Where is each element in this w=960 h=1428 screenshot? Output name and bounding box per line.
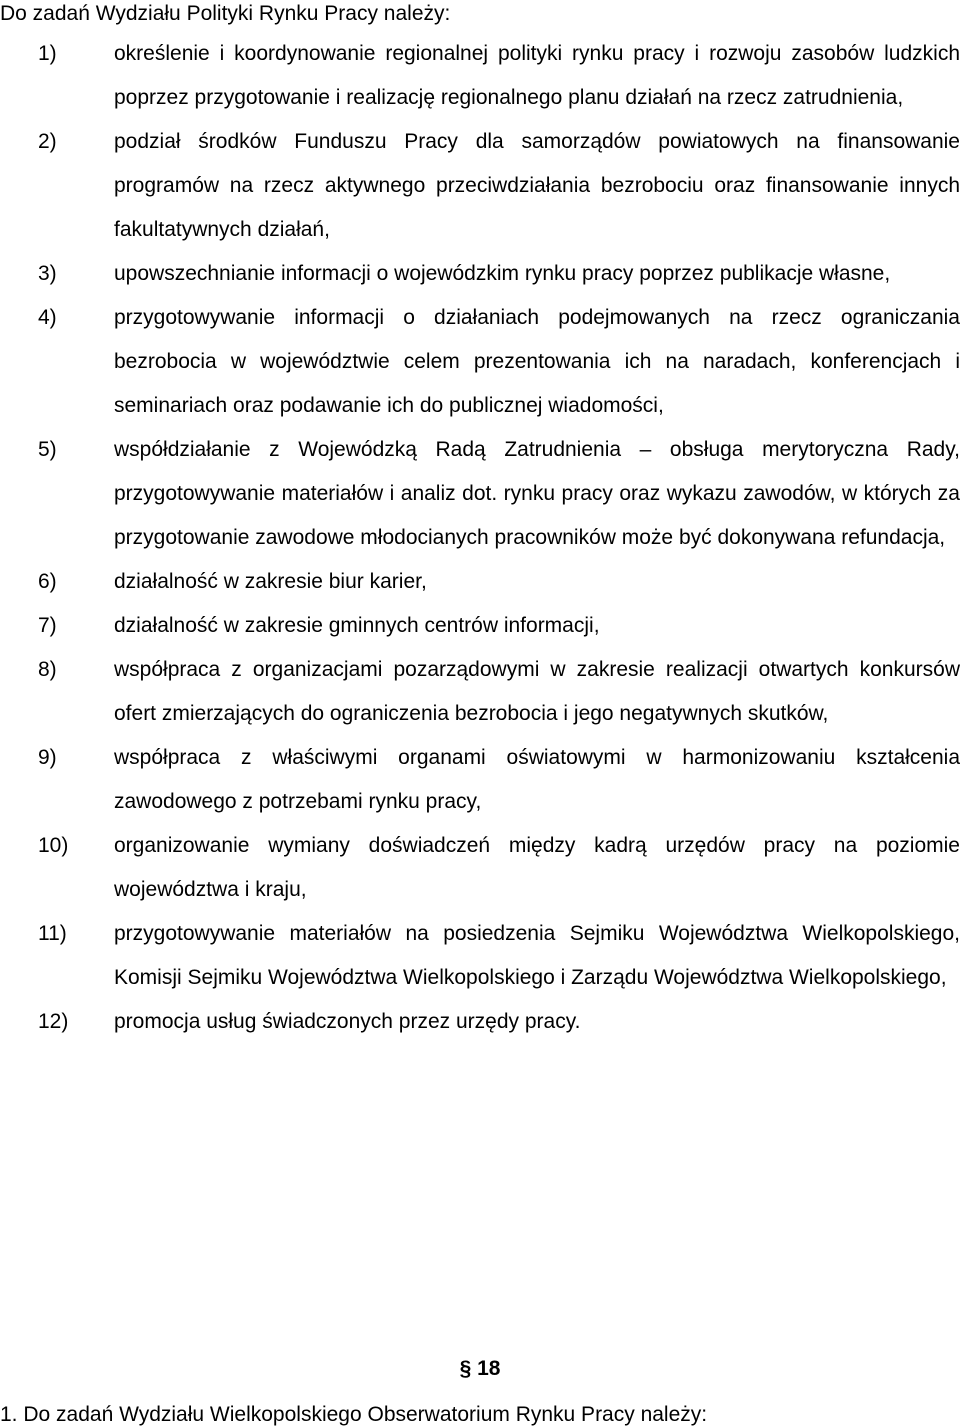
list-item [0,824,960,912]
section-heading: § 18 [459,1357,501,1380]
list-item-number: 7) [38,614,57,637]
intro-sentence: Do zadań Wydziału Polityki Rynku Pracy należy: [0,2,451,25]
list-item-text: działalność w zakresie gminnych centrów informacji, [114,614,600,637]
list-item-text: współpraca z organizacjami pozarządowymi w zakresie realizacji otwartych konkursów ofert zmierzających do ograniczenia bezrobocia i jego negatywnych skutków, [114,658,960,725]
list-item-number: 4) [38,306,57,329]
list-item [0,252,960,296]
list-item [0,1000,960,1044]
list-item-number: 2) [38,130,57,153]
list-item-text: działalność w zakresie biur karier, [114,570,427,593]
next-paragraph: 1. Do zadań Wydziału Wielkopolskiego Obserwatorium Rynku Pracy należy: [0,1403,708,1426]
list-item-text: podział środków Funduszu Pracy dla samorządów powiatowych na finansowanie programów na rzecz aktywnego przeciwdziałania bezrobociu oraz finansowanie innych fakultatywnych działań, [114,130,960,241]
list-item [0,560,960,604]
list-item-text: współdziałanie z Wojewódzką Radą Zatrudnienia – obsługa merytoryczna Rady, przygotowywanie materiałów i analiz dot. rynku pracy oraz wykazu zawodów, w których za przygotowanie zawodowe młodocianych pracowników może być dokonywana refundacja, [114,438,960,549]
list-item-text: organizowanie wymiany doświadczeń między kadrą urzędów pracy na poziomie województwa i kraju, [114,834,960,901]
list-item-number: 8) [38,658,57,681]
list-item-number: 3) [38,262,57,285]
list-item [0,296,960,428]
list-item-number: 12) [38,1010,69,1033]
list-item-number: 1) [38,42,57,65]
list-item-number: 9) [38,746,57,769]
list-item [0,912,960,1000]
list-item [0,648,960,736]
list-item [0,736,960,824]
list-item-text: określenie i koordynowanie regionalnej polityki rynku pracy i rozwoju zasobów ludzkich poprzez przygotowanie i realizację regionalnego planu działań na rzecz zatrudnienia, [114,42,960,109]
list-item-text: promocja usług świadczonych przez urzędy pracy. [114,1010,581,1033]
list-item [0,120,960,252]
list-item-number: 11) [38,922,67,945]
list-item [0,604,960,648]
duties-list [0,32,960,1044]
list-item-text: współpraca z właściwymi organami oświatowymi w harmonizowaniu kształcenia zawodowego z potrzebami rynku pracy, [114,746,960,813]
list-item-number: 5) [38,438,57,461]
list-item [0,428,960,560]
list-item-text: przygotowywanie materiałów na posiedzenia Sejmiku Województwa Wielkopolskiego, Komisji Sejmiku Województwa Wielkopolskiego i Zarządu Województwa Wielkopolskiego, [114,922,960,989]
list-item-text: upowszechnianie informacji o wojewódzkim rynku pracy poprzez publikacje własne, [114,262,891,285]
list-item-number: 10) [38,834,69,857]
list-item [0,32,960,120]
list-item-number: 6) [38,570,57,593]
list-item-text: przygotowywanie informacji o działaniach podejmowanych na rzecz ograniczania bezrobocia w województwie celem prezentowania ich na naradach, konferencjach i seminariach oraz podawanie ich do publicznej wiadomości, [114,306,960,417]
